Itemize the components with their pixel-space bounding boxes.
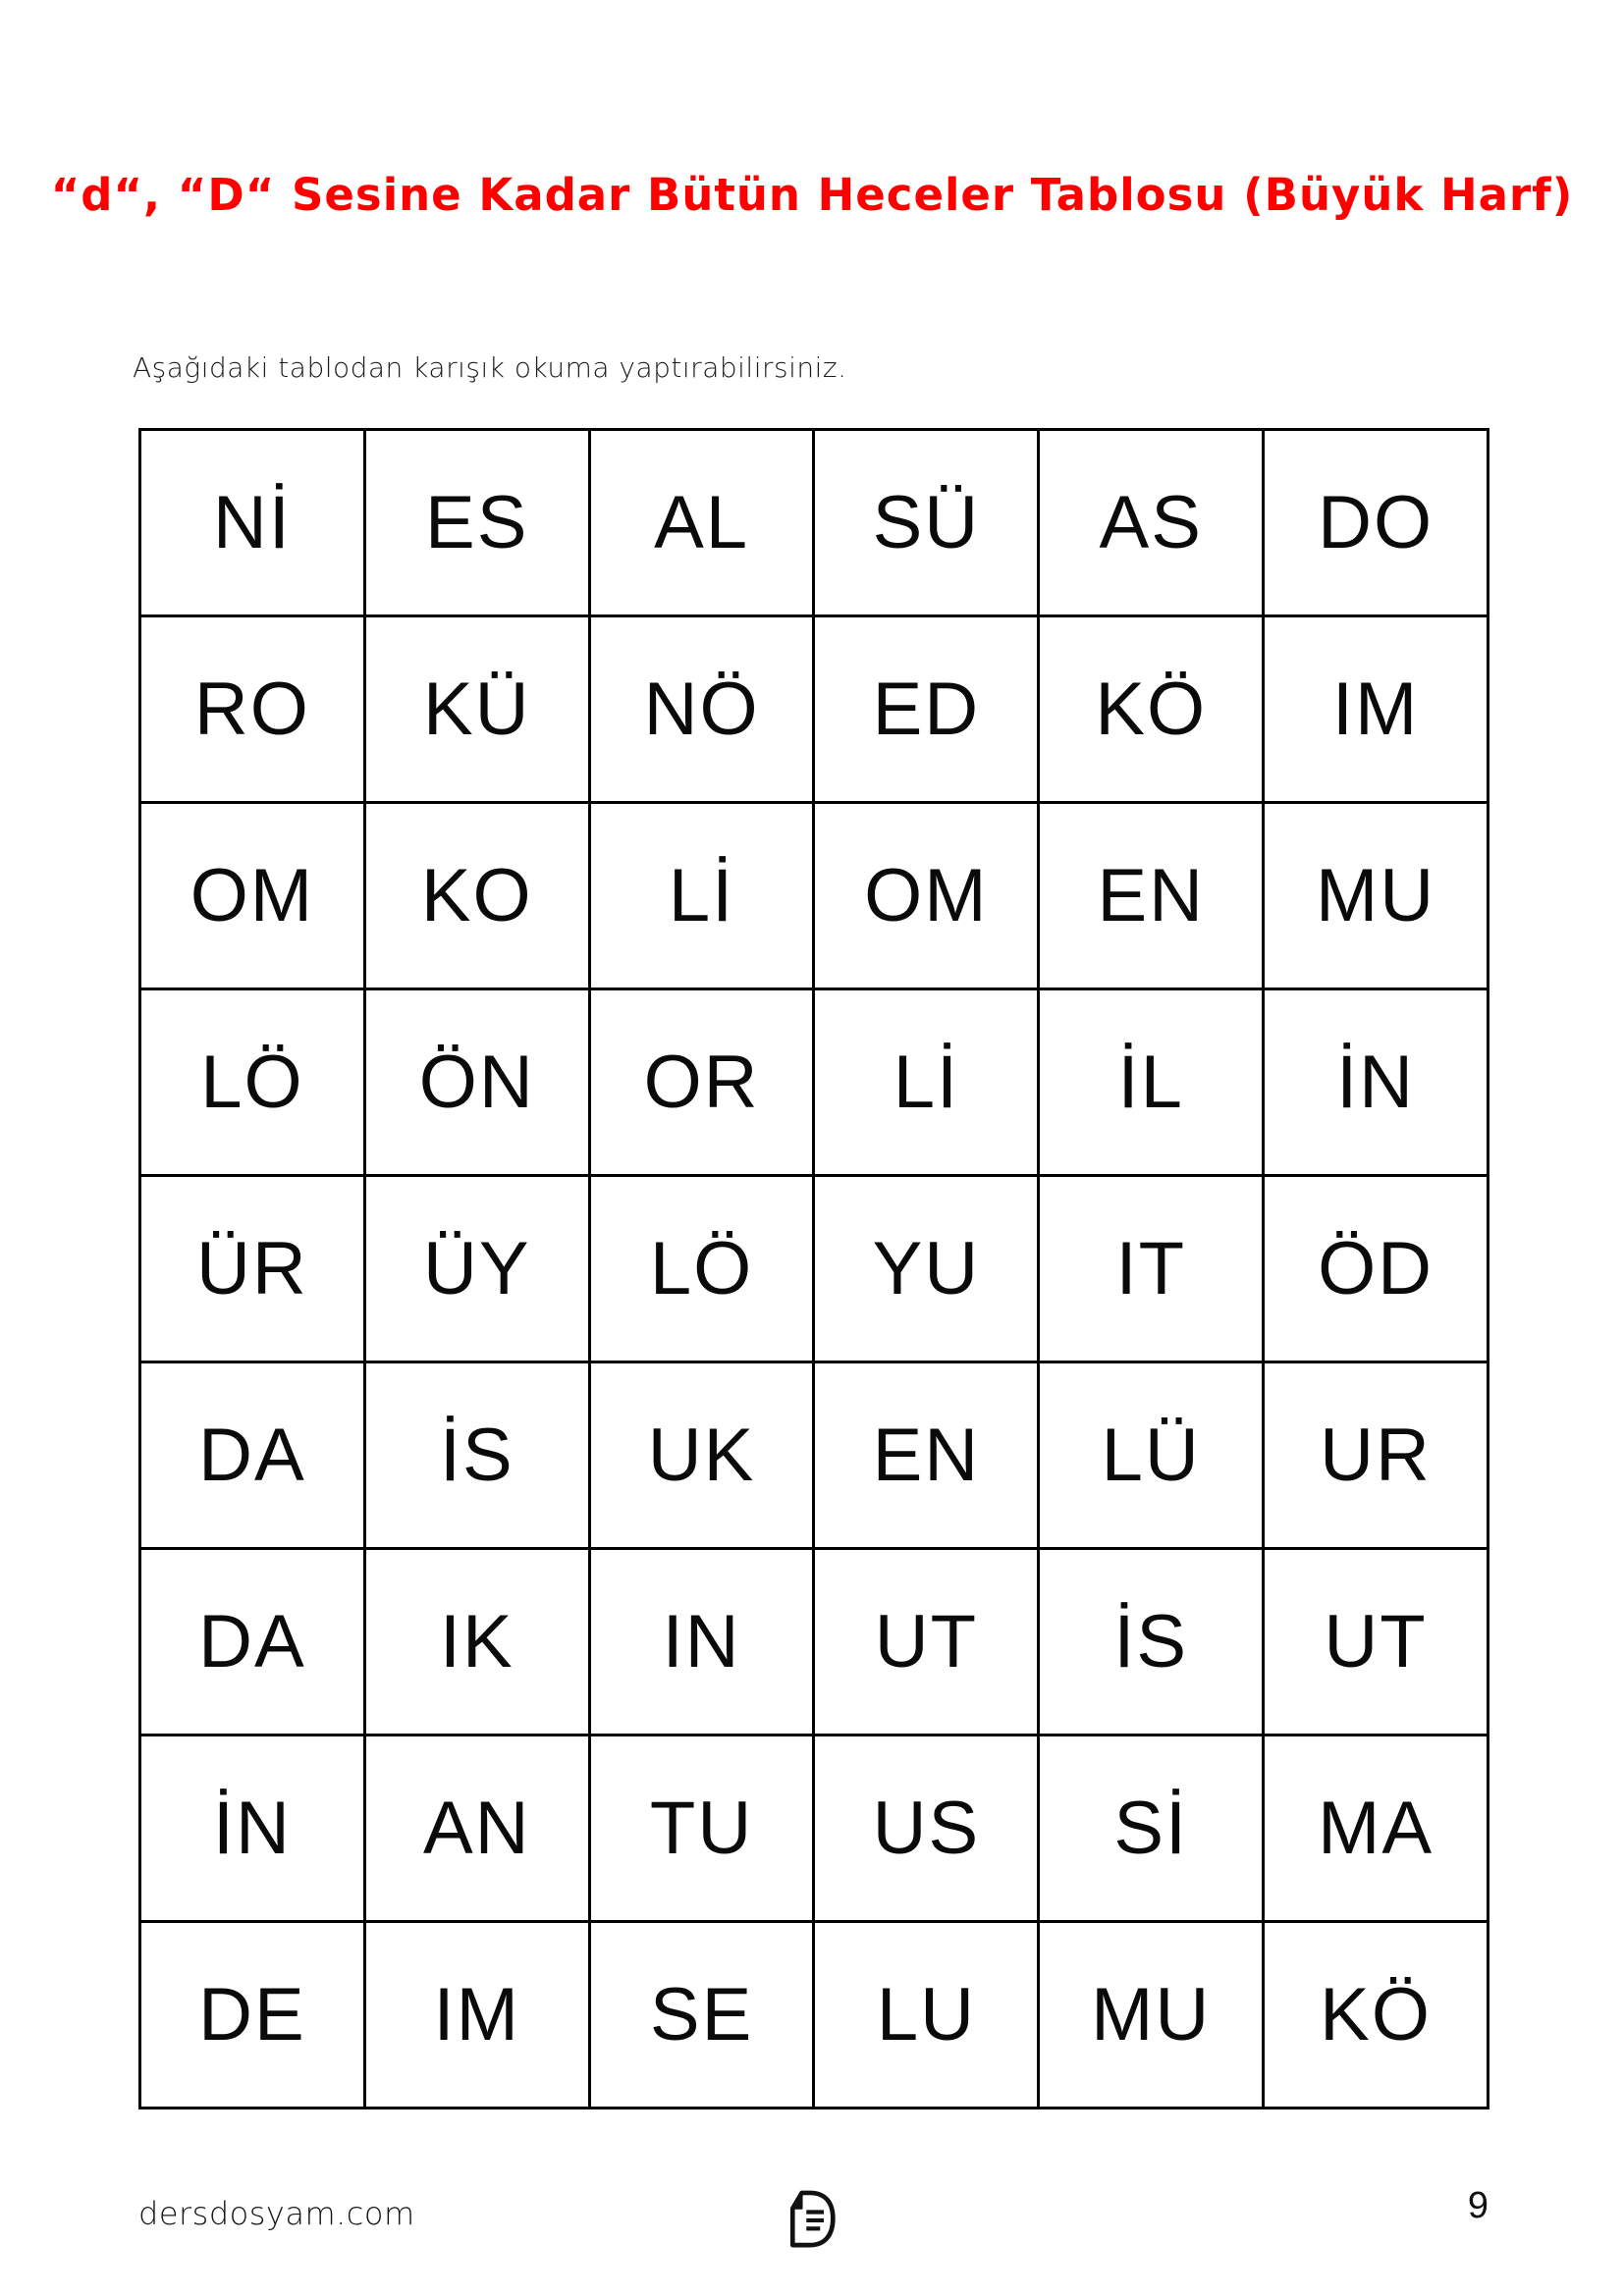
syllable-cell: İL: [1039, 989, 1264, 1176]
syllable-cell: UT: [814, 1549, 1039, 1735]
syllable-cell: Lİ: [589, 803, 814, 989]
syllable-cell: KÖ: [1039, 616, 1264, 803]
syllable-cell: DA: [140, 1362, 365, 1549]
syllable-table: [138, 428, 1489, 2109]
page-title: “d“, “D“ Sesine Kadar Bütün Heceler Tablosu (Büyük Harf): [50, 169, 1574, 221]
syllable-cell: AS: [1039, 430, 1264, 616]
syllable-cell: ÖD: [1264, 1176, 1489, 1362]
document-icon: [783, 2189, 838, 2250]
syllable-cell: ES: [364, 430, 589, 616]
syllable-cell: IN: [589, 1549, 814, 1735]
syllable-cell: IM: [1264, 616, 1489, 803]
syllable-cell: DE: [140, 1922, 365, 2109]
syllable-cell: ÖN: [364, 989, 589, 1176]
table-row: [140, 989, 1489, 1176]
table-row: [140, 1176, 1489, 1362]
syllable-cell: LÖ: [140, 989, 365, 1176]
syllable-cell: IM: [364, 1922, 589, 2109]
syllable-cell: ED: [814, 616, 1039, 803]
table-row: [140, 1362, 1489, 1549]
syllable-cell: Sİ: [1039, 1735, 1264, 1922]
table-row: [140, 1735, 1489, 1922]
syllable-cell: DA: [140, 1549, 365, 1735]
table-row: [140, 616, 1489, 803]
syllable-cell: SE: [589, 1922, 814, 2109]
syllable-cell: SÜ: [814, 430, 1039, 616]
syllable-cell: İN: [1264, 989, 1489, 1176]
syllable-cell: OM: [814, 803, 1039, 989]
syllable-cell: TU: [589, 1735, 814, 1922]
syllable-cell: IT: [1039, 1176, 1264, 1362]
syllable-cell: NÖ: [589, 616, 814, 803]
table-row: [140, 430, 1489, 616]
syllable-table-body: [140, 430, 1489, 2109]
syllable-cell: Lİ: [814, 989, 1039, 1176]
syllable-cell: IK: [364, 1549, 589, 1735]
syllable-cell: ÜY: [364, 1176, 589, 1362]
table-row: [140, 1922, 1489, 2109]
syllable-cell: UT: [1264, 1549, 1489, 1735]
table-row: [140, 1549, 1489, 1735]
footer-website-link[interactable]: dersdosyam.com: [138, 2195, 415, 2232]
syllable-cell: AL: [589, 430, 814, 616]
syllable-cell: LÖ: [589, 1176, 814, 1362]
syllable-cell: LÜ: [1039, 1362, 1264, 1549]
table-row: [140, 803, 1489, 989]
syllable-cell: AN: [364, 1735, 589, 1922]
syllable-cell: MU: [1264, 803, 1489, 989]
syllable-cell: DO: [1264, 430, 1489, 616]
syllable-cell: UK: [589, 1362, 814, 1549]
syllable-cell: KÖ: [1264, 1922, 1489, 2109]
syllable-cell: KO: [364, 803, 589, 989]
syllable-cell: US: [814, 1735, 1039, 1922]
syllable-cell: İS: [364, 1362, 589, 1549]
syllable-cell: OM: [140, 803, 365, 989]
syllable-cell: EN: [814, 1362, 1039, 1549]
syllable-cell: LU: [814, 1922, 1039, 2109]
syllable-cell: İS: [1039, 1549, 1264, 1735]
syllable-cell: UR: [1264, 1362, 1489, 1549]
syllable-cell: EN: [1039, 803, 1264, 989]
instruction-text: Aşağıdaki tablodan karışık okuma yaptırabilirsiniz.: [133, 351, 847, 384]
syllable-cell: MU: [1039, 1922, 1264, 2109]
syllable-cell: ÜR: [140, 1176, 365, 1362]
page-number: 9: [1467, 2185, 1489, 2226]
syllable-cell: YU: [814, 1176, 1039, 1362]
syllable-cell: Nİ: [140, 430, 365, 616]
syllable-cell: MA: [1264, 1735, 1489, 1922]
syllable-cell: RO: [140, 616, 365, 803]
syllable-cell: KÜ: [364, 616, 589, 803]
syllable-cell: İN: [140, 1735, 365, 1922]
syllable-cell: OR: [589, 989, 814, 1176]
